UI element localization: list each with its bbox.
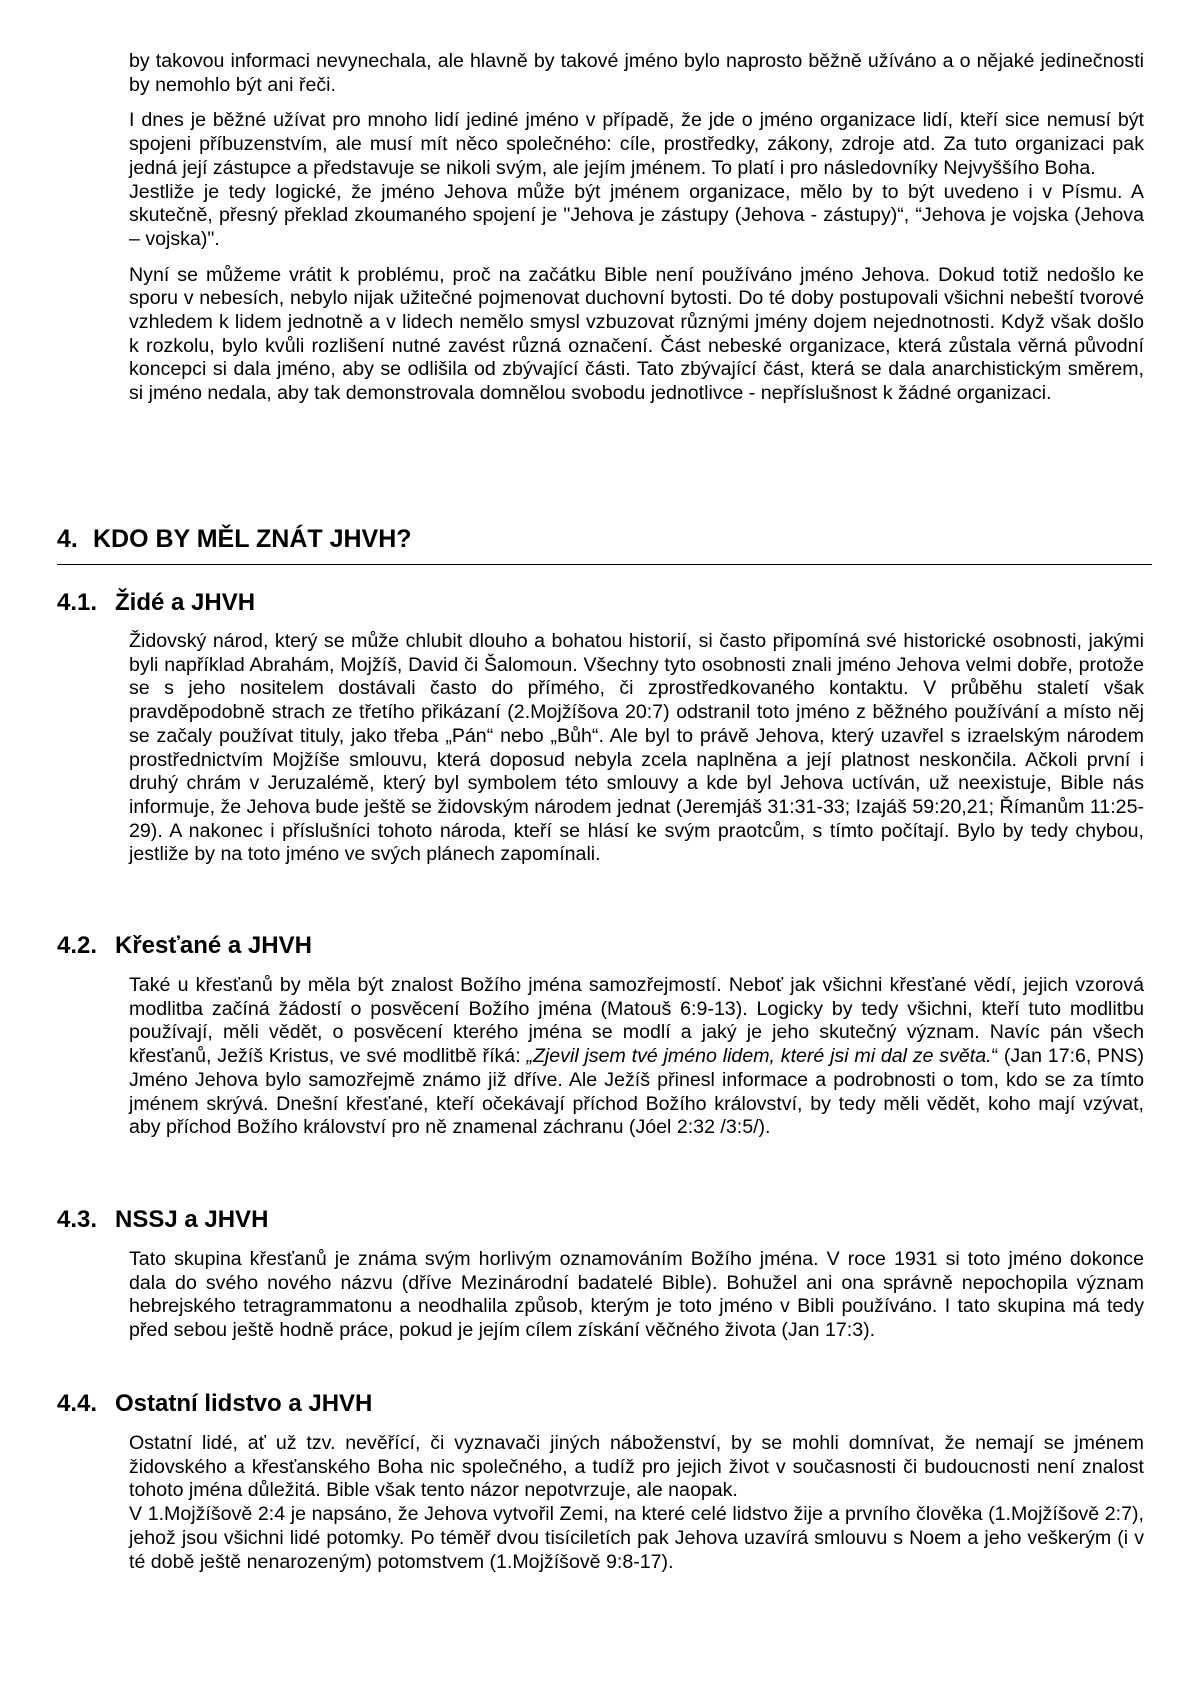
section-heading <box>57 589 1147 617</box>
section-body <box>129 974 1144 1140</box>
chapter-title: KDO BY MĚL ZNÁT JHVH? <box>93 525 412 553</box>
paragraph: by takovou informaci nevynechala, ale hlavně by takové jméno bylo naprosto běžně užíváno a o nějaké jedinečnosti by nemohlo být ani řeči. <box>129 50 1144 96</box>
section-body <box>129 1248 1144 1343</box>
paragraph <box>129 974 1144 1140</box>
section-number: 4.3. <box>57 1206 98 1233</box>
section-body <box>129 630 1144 867</box>
section-heading <box>57 932 1147 960</box>
paragraph: I dnes je běžné užívat pro mnoho lidí jediné jméno v případě, že jde o jméno organizace lidí, kteří sice nemusí být spojeni příbuzenstvím, ale musí mít něco společného: cíle, prostředky, zákony, zdroje atd. Za tuto organizaci pak jedná její zástupce a představuje se nikoli svým, ale jejím jménem. To platí i pro následovníky Nejvyššího Boha. <box>129 109 1144 179</box>
intro-section <box>129 50 1144 406</box>
section-body <box>129 1432 1144 1574</box>
paragraph: Ostatní lidé, ať už tzv. nevěřící, či vyznavači jiných náboženství, by se mohli domnívat, že nemají se jménem židovského a křesťanského Boha nic společného, a tudíž pro jejich život v současnosti či budoucnosti není znalost tohoto jména důležitá. Bible však tento názor nepotvrzuje, ale naopak. <box>129 1432 1144 1502</box>
text-run: Také u křesťanů by měla být znalost Božího jména samozřejmostí. Neboť jak všichni křesťané vědí, jejich vzorová modlitba začíná žádostí o posvěcení Božího jména (Matouš 6:9-13). Logicky by tedy všichni, kteří tuto modlitbu používají, měli vědět, o posvěcení kterého jména se modlí a jaký je jeho skutečný význam. Navíc pán všech křesťanů, Ježíš Kristus, ve své modlitbě říká: <box>129 974 1144 1068</box>
paragraph: Tato skupina křesťanů je známa svým horlivým oznamováním Božího jména. V roce 1931 si toto jméno dokonce dala do svého nového názvu (dříve Mezinárodní badatelé Bible). Bohužel ani ona správně nepochopila význam hebrejského tetragrammatonu a neodhalila způsob, kterým je toto jméno v Bibli používáno. I tato skupina má tedy před sebou ještě hodně práce, pokud je jejím cílem získání věčného života (Jan 17:3). <box>129 1248 1144 1342</box>
section-heading <box>57 1206 1147 1234</box>
paragraph: Nyní se můžeme vrátit k problému, proč na začátku Bible není používáno jméno Jehova. Dokud totiž nedošlo ke sporu v nebesích, nebylo nijak užitečné pojmenovat duchovní bytosti. Do té doby postupovali všichni nebeští tvorové vzhledem k lidem jednotně a v lidech nemělo smysl vzbuzovat různými jmény dojem nejednotnosti. Když však došlo k rozkolu, bylo kvůli rozlišení nutné zavést různá označení. Část nebeské organizace, která zůstala věrná původní koncepci si dala jméno, aby se odlišila od zbývající části. Tato zbývající část, která se dala anarchistickým směrem, si jméno nedala, aby tak demonstrovala domnělou svobodu jednotlivce - nepříslušnost k žádné organizaci. <box>129 263 1144 405</box>
section-title: Křesťané a JHVH <box>115 932 312 959</box>
section-number: 4.4. <box>57 1390 98 1417</box>
quote: „Zjevil jsem tvé jméno lidem, které jsi mi dal ze světa. <box>526 1045 992 1068</box>
paragraph: Jestliže je tedy logické, že jméno Jehova může být jménem organizace, mělo by to být uvedeno i v Písmu. A skutečně, přesný překlad zkoumaného spojení je "Jehova je zástupy (Jehova - zástupy)“, “Jehova je vojska (Jehova – vojska)". <box>129 180 1144 250</box>
section-number: 4.1. <box>57 589 98 616</box>
section-title: NSSJ a JHVH <box>115 1206 269 1233</box>
section-title: Židé a JHVH <box>115 589 256 616</box>
chapter-heading <box>57 525 1152 565</box>
paragraph: V 1.Mojžíšově 2:4 je napsáno, že Jehova vytvořil Zemi, na které celé lidstvo žije a prvního člověka (1.Mojžíšově 2:7), jehož jsou všichni lidé potomky. Po téměř dvou tisíciletích pak Jehova uzavírá smlouvu s Noem a jeho veškerým (i v té době ještě nenarozeným) potomstvem (1.Mojžíšově 9:8-17). <box>129 1503 1144 1573</box>
section-number: 4.2. <box>57 932 98 959</box>
chapter-number: 4. <box>57 525 78 553</box>
section-title: Ostatní lidstvo a JHVH <box>115 1390 373 1417</box>
text-run: “ (Jan 17:6, PNS) Jméno Jehova bylo samozřejmě známo již dříve. Ale Ježíš přinesl informace a podrobnosti o tom, kdo se za tímto jménem skrývá. Dnešní křesťané, kteří očekávají příchod Božího království, by tedy měli vědět, koho mají vzývat, aby příchod Božího království pro ně znamenal záchranu (Jóel 2:32 /3:5/). <box>129 1045 1144 1139</box>
section-heading <box>57 1390 1147 1418</box>
paragraph: Židovský národ, který se může chlubit dlouho a bohatou historií, si často připomíná své historické osobnosti, jakými byli například Abrahám, Mojžíš, David či Šalomoun. Všechny tyto osobnosti znali jméno Jehova velmi dobře, protože se s jeho nositelem dostávali často do přímého, či zprostředkovaného kontaktu. V průběhu staletí však pravděpodobně strach ze třetího přikázaní (2.Mojžíšova 20:7) odstranil toto jméno z běžného používání a místo něj se začaly používat tituly, jako třeba „Pán“ nebo „Bůh“. Ale byl to právě Jehova, který uzavřel s izraelským národem prostřednictvím Mojžíše smlouvu, která doposud nebyla zcela naplněna a její platnost neskončila. Ačkoli první i druhý chrám v Jeruzalémě, který byl symbolem této smlouvy a kde byl Jehova uctíván, už neexistuje, Bible nás informuje, že Jehova bude ještě se židovským národem jednat (Jeremjáš 31:31-33; Izajáš 59:20,21; Římanům 11:25-29). A nakonec i příslušníci tohoto národa, kteří se hlásí ke svým praotcům, s tímto počítají. Bylo by tedy chybou, jestliže by na toto jméno ve svých plánech zapomínali. <box>129 630 1144 866</box>
